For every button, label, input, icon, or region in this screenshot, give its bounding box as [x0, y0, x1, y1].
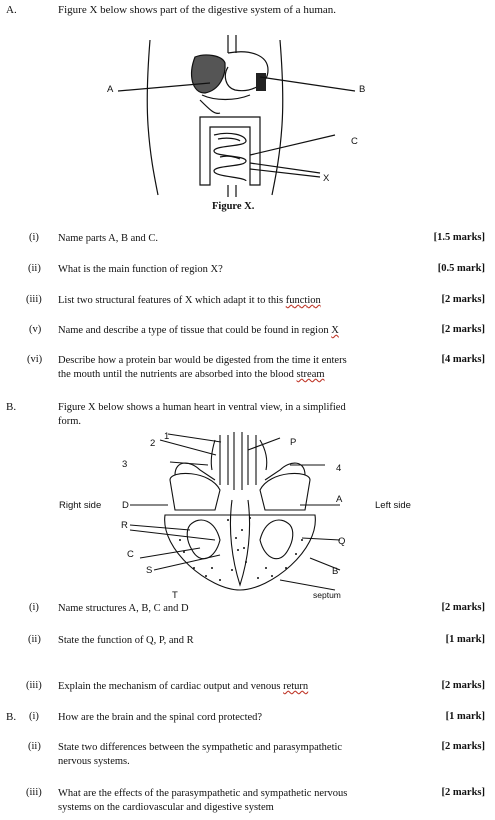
question-a-ii-number: (ii) — [28, 263, 41, 274]
spellcheck-flag: X — [331, 325, 339, 336]
question-a-ii-marks: [0.5 mark] — [437, 263, 485, 274]
question-b2-iii-marks: [2 marks] — [441, 787, 485, 798]
spellcheck-flag: return — [283, 681, 309, 692]
question-b-iii-text: Explain the mechanism of cardiac output and venous return — [58, 681, 309, 692]
heart-label-r: R — [121, 520, 128, 531]
section-a-marker: A. — [6, 4, 17, 16]
section-a-intro: Figure X below shows part of the digestive system of a human. — [58, 4, 337, 16]
section-b2-marker: B. — [6, 711, 17, 723]
spellcheck-flag: stream — [296, 369, 325, 380]
heart-label-q: Q — [338, 536, 346, 547]
question-b2-ii-marks: [2 marks] — [441, 741, 485, 752]
heart-figure — [120, 430, 360, 600]
figure-label-c: C — [351, 136, 358, 147]
question-a-v-text: Name and describe a type of tissue that could be found in region X — [58, 325, 339, 336]
digestive-system-figure — [110, 35, 370, 200]
figure-label-a: A — [107, 84, 114, 95]
question-a-iii-number: (iii) — [26, 294, 42, 305]
question-a-v-marks: [2 marks] — [441, 324, 485, 335]
heart-label-1: 1 — [164, 431, 170, 442]
heart-label-b: B — [332, 566, 339, 577]
question-a-i-number: (i) — [29, 232, 39, 243]
question-b-i-marks: [2 marks] — [441, 602, 485, 613]
figure-label-x: X — [323, 173, 330, 184]
question-b-i-number: (i) — [29, 602, 39, 613]
question-a-i-text: Name parts A, B and C. — [58, 233, 159, 244]
question-b-ii-marks: [1 mark] — [445, 634, 485, 645]
question-b-i-text: Name structures A, B, C and D — [58, 603, 189, 614]
heart-label-a: A — [336, 494, 343, 505]
heart-label-right-side: Right side — [59, 500, 102, 511]
question-b-iii-number: (iii) — [26, 680, 42, 691]
question-a-vi-marks: [4 marks] — [441, 354, 485, 365]
question-a-iii-text: List two structural features of X which adapt it to this function — [58, 295, 321, 306]
question-a-vi-text: Describe how a protein bar would be digested from the time it enters the mouth until the nutrients are absorbed into the blood stream — [58, 355, 347, 380]
question-b-ii-number: (ii) — [28, 634, 41, 645]
question-a-iii-marks: [2 marks] — [441, 294, 485, 305]
heart-label-3: 3 — [122, 459, 128, 470]
question-b2-iii-text: What are the effects of the parasympathetic and sympathetic nervous systems on the cardiovascular and digestive system — [58, 788, 348, 813]
question-b2-i-number: (i) — [29, 711, 39, 722]
heart-label-2: 2 — [150, 438, 156, 449]
question-b2-ii-number: (ii) — [28, 741, 41, 752]
heart-label-septum: septum — [313, 590, 341, 600]
question-b2-iii-number: (iii) — [26, 787, 42, 798]
figure-label-b: B — [359, 84, 366, 95]
spellcheck-flag: function — [285, 295, 321, 306]
section-b-marker: B. — [6, 401, 17, 413]
figure-caption: Figure X. — [212, 201, 255, 212]
heart-label-t: T — [172, 590, 178, 601]
heart-label-p: P — [290, 437, 297, 448]
heart-label-4: 4 — [336, 463, 342, 474]
question-a-vi-number: (vi) — [27, 354, 43, 365]
question-b-iii-marks: [2 marks] — [441, 680, 485, 691]
heart-label-c: C — [127, 549, 134, 560]
question-a-v-number: (v) — [29, 324, 42, 335]
question-b2-ii-text: State two differences between the sympathetic and parasympathetic nervous systems. — [58, 742, 343, 767]
question-b2-i-text: How are the brain and the spinal cord protected? — [58, 712, 263, 723]
question-a-ii-text: What is the main function of region X? — [58, 264, 223, 275]
question-b-ii-text: State the function of Q, P, and R — [58, 635, 194, 646]
section-b-intro: Figure X below shows a human heart in ventral view, in a simplified form. — [58, 402, 346, 427]
heart-label-left-side: Left side — [375, 500, 411, 511]
heart-label-s: S — [146, 565, 153, 576]
question-b2-i-marks: [1 mark] — [445, 711, 485, 722]
heart-label-d: D — [122, 500, 129, 511]
question-a-i-marks: [1.5 marks] — [433, 232, 485, 243]
